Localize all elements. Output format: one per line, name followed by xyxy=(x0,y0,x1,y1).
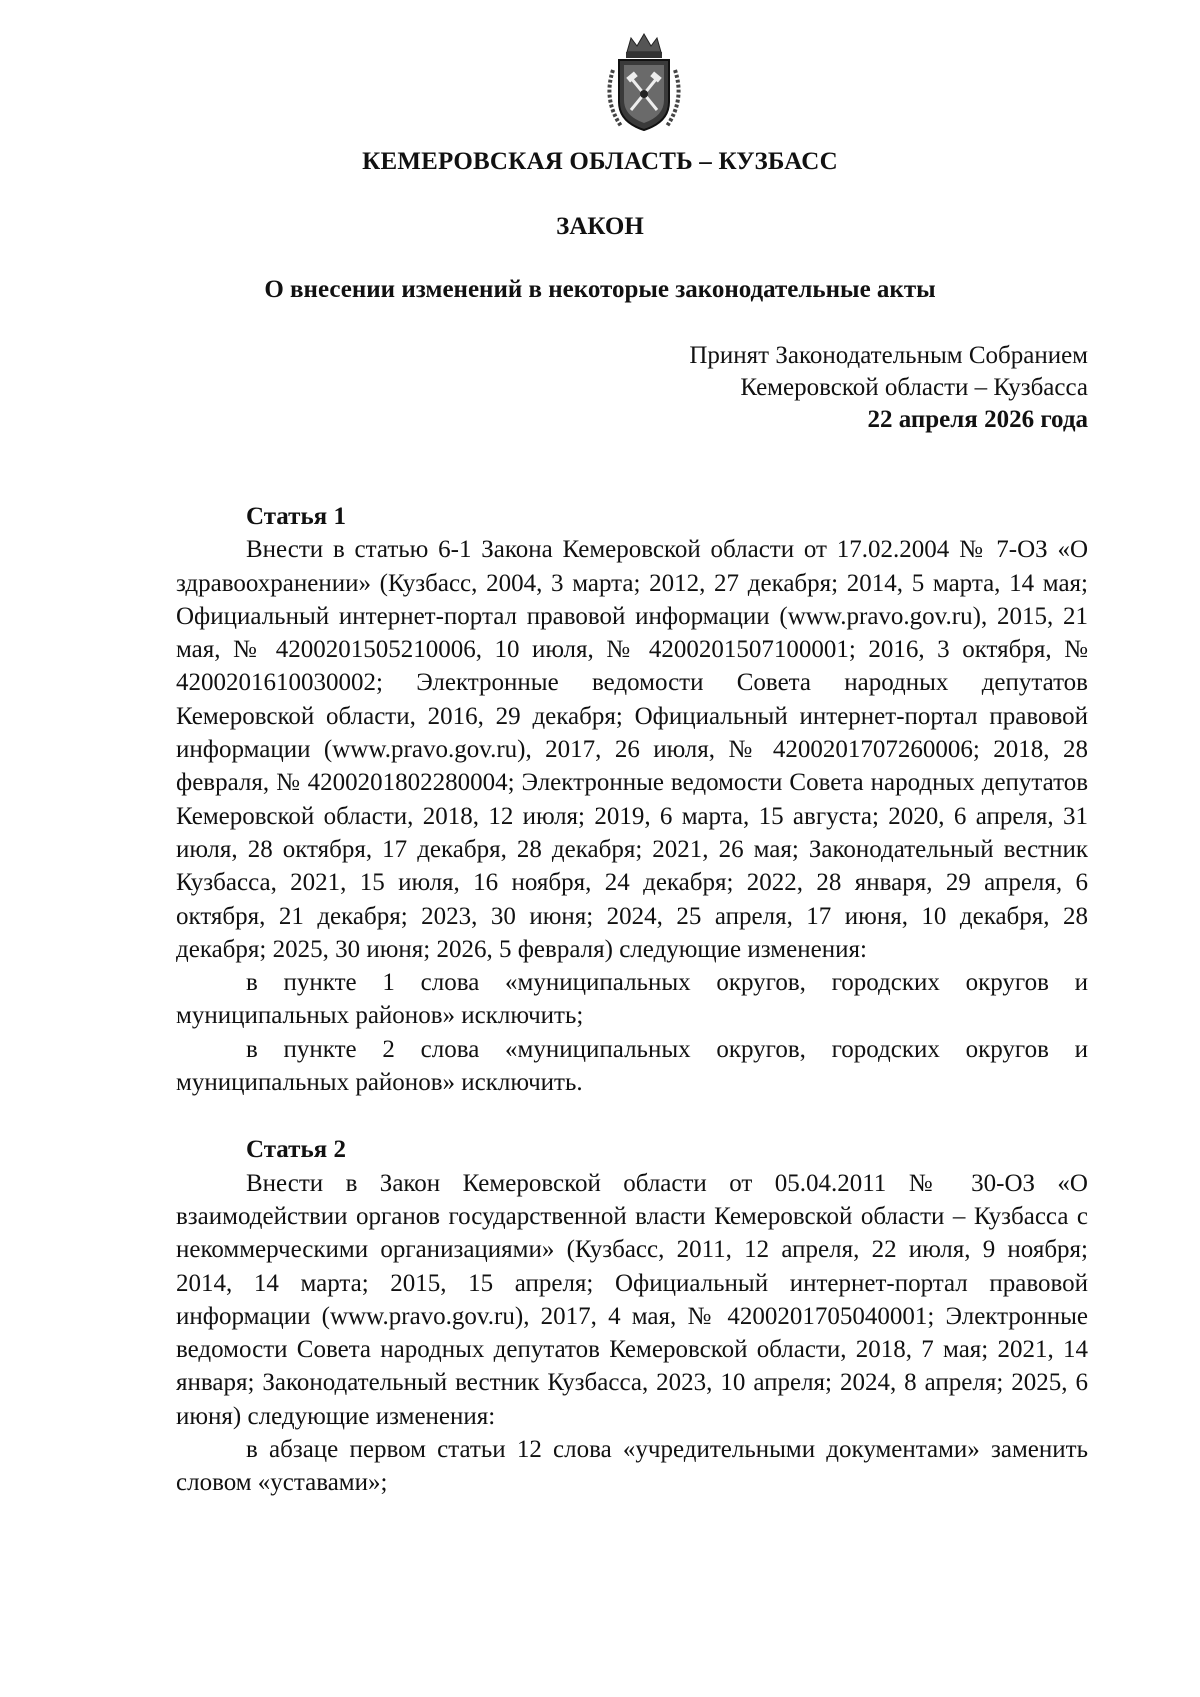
adoption-block xyxy=(689,340,1088,436)
article-paragraph: в пункте 1 слова «муниципальных округов, городских округов и муниципальных районов» исключить; xyxy=(176,969,1088,1030)
adoption-line-1: Принят Законодательным Собранием xyxy=(689,342,1088,369)
document-type: ЗАКОН xyxy=(556,213,644,240)
article-paragraph: Внести в Закон Кемеровской области от 05.04.2011 № 30-ОЗ «О взаимодействии органов государственной власти Кемеровской области – Кузбасса с некоммерческими организациями» (Кузбасс, 2011, 12 апреля, 22 июля, 9 ноября; 2014, 14 марта; 2015, 15 апреля; Официальный интернет-портал правовой информации (www.pravo.gov.ru), 2017, 4 мая, № 4200201705040001; Электронные ведомости Совета народных депутатов Кемеровской области, 2018, 7 мая; 2021, 14 января; Законодательный вестник Кузбасса, 2023, 10 апреля; 2024, 8 апреля; 2025, 6 июня) следующие изменения: xyxy=(176,1169,1088,1430)
adoption-date: 22 апреля 2026 года xyxy=(867,406,1088,433)
article-2 xyxy=(176,1133,1088,1499)
article-heading: Статья 2 xyxy=(246,1136,346,1164)
region-title: КЕМЕРОВСКАЯ ОБЛАСТЬ – КУЗБАСС xyxy=(362,148,838,175)
article-heading: Статья 1 xyxy=(246,503,346,530)
article-1 xyxy=(176,500,1088,1099)
adoption-line-2: Кемеровской области – Кузбасса xyxy=(740,374,1088,401)
article-paragraph: в абзаце первом статьи 12 слова «учредительными документами» заменить словом «уставами»; xyxy=(176,1436,1088,1497)
law-body xyxy=(176,500,1088,1500)
document-subject: О внесении изменений в некоторые законодательные акты xyxy=(264,276,936,303)
article-paragraph: в пункте 2 слова «муниципальных округов, городских округов и муниципальных районов» исключить. xyxy=(176,1035,1088,1097)
article-paragraph: Внести в статью 6-1 Закона Кемеровской области от 17.02.2004 № 7-ОЗ «О здравоохранении» (Кузбасс, 2004, 3 марта; 2012, 27 декабря; 2014, 5 марта, 14 мая; Официальный интернет-портал правовой информации (www.pravo.gov.ru), 2015, 21 мая, № 4200201505210006, 10 июля, № 4200201507100001; 2016, 3 октября, № 4200201610030002; Электронные ведомости Совета народных депутатов Кемеровской области, 2016, 29 декабря; Официальный интернет-портал правовой информации (www.pravo.gov.ru), 2017, 26 июля, № 4200201707260006; 2018, 28 февраля, № 4200201802280004; Электронные ведомости Совета народных депутатов Кемеровской области, 2018, 12 июля; 2019, 6 марта, 15 августа; 2020, 6 апреля, 31 июля, 28 октября, 17 декабря, 28 декабря; 2021, 26 мая; Законодательный вестник Кузбасса, 2021, 15 июля, 16 ноября, 24 декабря; 2022, 28 января, 29 апреля, 6 октября, 21 декабря; 2023, 30 июня; 2024, 25 апреля, 17 июня, 10 декабря, 28 декабря; 2025, 30 июня; 2026, 5 февраля) следующие изменения: xyxy=(176,536,1088,963)
coat-of-arms-icon xyxy=(601,30,687,134)
